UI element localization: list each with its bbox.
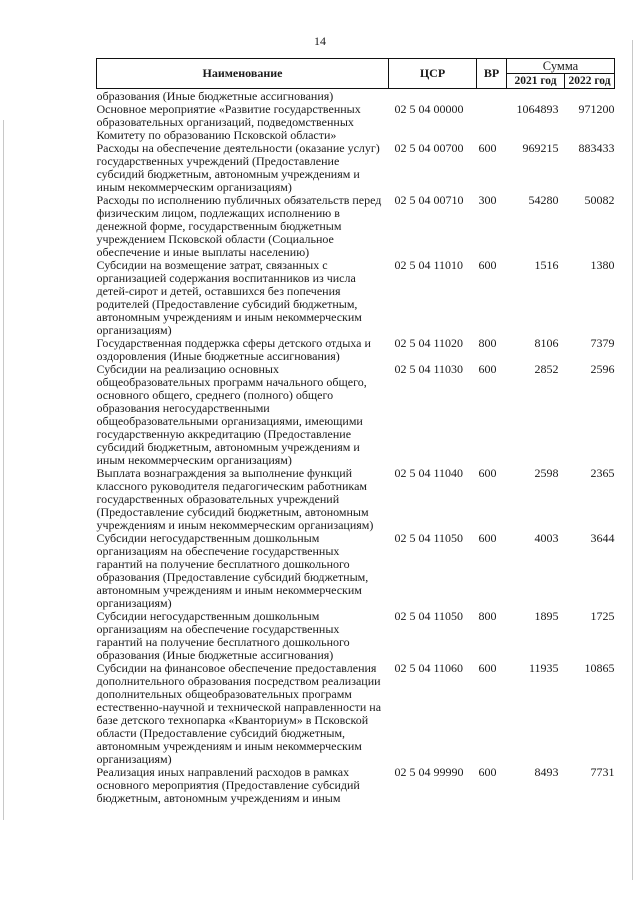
row-sum-2022: 971200 [578,102,615,116]
row-sum-2021: 8493 [534,765,559,779]
row-sum-2021: 11935 [528,661,559,675]
row-name: Расходы по исполнению публичных обязательств перед физическим лицом, подлежащих исполнению в денежной форме, государственным бюджетным учреждением Псковской области (Социальное обеспечение и иные выплаты населению) [96,193,382,259]
row-vr: 600 [478,258,497,272]
row-name: Субсидии на реализацию основных общеобразовательных программ начального общего, основного общего, среднего (полного) общего образования негосударственными общеобразовательными организациями, имеющими государственную аккредитацию (Предоставление субсидий бюджетным, автономным учреждениям и иным некоммерческим организациям) [96,362,367,467]
row-vr [477,89,507,104]
row-vr: 600 [478,362,497,376]
row-csr: 02 5 04 00710 [394,193,464,207]
row-sum-2021: 1895 [534,609,559,623]
header-year-2021: 2021 год [507,74,565,89]
row-csr: 02 5 04 11060 [394,661,464,675]
row-vr: 600 [478,765,497,779]
table-row [97,194,615,259]
row-csr: 02 5 04 99990 [394,765,464,779]
budget-table [96,58,615,805]
row-sum-2021: 969215 [522,141,559,155]
page-number: 14 [314,34,326,48]
row-name: Субсидии на финансовое обеспечение предоставления дополнительного образования посредством реализации дополнительных общеобразовательных программ естественно-научной и технической направленности на базе детского технопарка «Кванториум» в Псковской области (Предоставление субсидий бюджетным, автономным учреждениям и иным некоммерческим организациям) [96,661,382,766]
table-row [97,259,615,337]
table-row [97,662,615,766]
row-csr: 02 5 04 00700 [394,141,464,155]
row-sum-2022: 1725 [590,609,615,623]
row-name: Реализация иных направлений расходов в рамках основного мероприятия (Предоставление субсидий бюджетным, автономным учреждениям и иным [96,765,360,805]
table-row [97,766,615,805]
table-row [97,142,615,194]
row-name: Субсидии на возмещение затрат, связанных с организацией содержания воспитанников из числа детей-сирот и детей, оставшихся без попечения родителей (Предоставление субсидий бюджетным, автономным учреждениям и иным некоммерческим организациям) [96,258,362,337]
row-sum-2021: 1064893 [516,102,559,116]
scan-edge-mark [632,40,633,880]
row-name: Государственная поддержка сферы детского отдыха и оздоровления (Иные бюджетные ассигнования) [96,336,371,363]
row-csr: 02 5 04 11050 [394,531,464,545]
row-csr: 02 5 04 11010 [394,258,464,272]
row-sum-2021: 54280 [528,193,559,207]
table-row [97,89,615,104]
row-sum-2021: 2598 [534,466,559,480]
table-body [97,89,615,806]
row-vr [477,103,507,142]
row-sum-2022: 3644 [590,531,615,545]
row-sum-2022: 1380 [590,258,615,272]
row-name: образования (Иные бюджетные ассигнования) [96,89,334,103]
header-name: Наименование [97,59,389,89]
row-csr: 02 5 04 11050 [394,609,464,623]
table-row [97,337,615,363]
row-csr: 02 5 04 11040 [394,466,464,480]
table-row [97,363,615,467]
row-csr: 02 5 04 11030 [394,362,464,376]
row-vr: 300 [478,193,497,207]
row-sum-2021: 4003 [534,531,559,545]
row-csr: 02 5 04 11020 [394,336,464,350]
table-row [97,610,615,662]
row-name: Субсидии негосударственным дошкольным организациям на обеспечение государственных гарантий на получение бесплатного дошкольного образования (Иные бюджетные ассигнования) [96,609,350,662]
row-sum-2022: 2365 [590,466,615,480]
row-csr [389,89,477,104]
row-name: Основное мероприятие «Развитие государственных образовательных организаций, подведомственных Комитету по образованию Псковской области» [96,102,361,142]
row-vr: 600 [478,661,497,675]
row-name: Выплата вознаграждения за выполнение функций классного руководителя педагогическим работникам государственных образовательных учреждений (Предоставление субсидий бюджетным, автономным учреждениям и иным некоммерческим организациям) [96,466,374,532]
row-sum-2022: 10865 [584,661,615,675]
row-vr: 800 [478,336,497,350]
row-sum-2022: 2596 [590,362,615,376]
header-csr: ЦСР [389,59,477,89]
row-sum-2022: 50082 [584,193,615,207]
table-row [97,532,615,610]
row-sum-2021: 2852 [534,362,559,376]
row-sum-2021: 8106 [534,336,559,350]
row-sum-2022: 883433 [578,141,615,155]
row-sum-2021 [507,89,565,104]
row-sum-2022: 7731 [590,765,615,779]
row-sum-2022: 7379 [590,336,615,350]
header-vr: ВР [477,59,507,89]
row-sum-2021: 1516 [534,258,559,272]
table-row [97,467,615,532]
row-vr: 600 [478,531,497,545]
scan-edge-mark [3,120,4,820]
table-row [97,103,615,142]
row-vr: 800 [478,609,497,623]
row-name: Субсидии негосударственным дошкольным организациям на обеспечение государственных гарантий на получение бесплатного дошкольного образования (Предоставление субсидий бюджетным, автономным учреждениям и иным некоммерческим организациям) [96,531,369,610]
row-vr: 600 [478,141,497,155]
row-vr: 600 [478,466,497,480]
row-csr: 02 5 04 00000 [394,102,464,116]
header-year-2022: 2022 год [565,74,615,89]
row-sum-2022 [565,89,615,104]
header-sum: Сумма [507,59,615,74]
row-name: Расходы на обеспечение деятельности (оказание услуг) государственных учреждений (Предоставление субсидий бюджетным, автономным учреждениям и иным некоммерческим организациям) [96,141,380,194]
